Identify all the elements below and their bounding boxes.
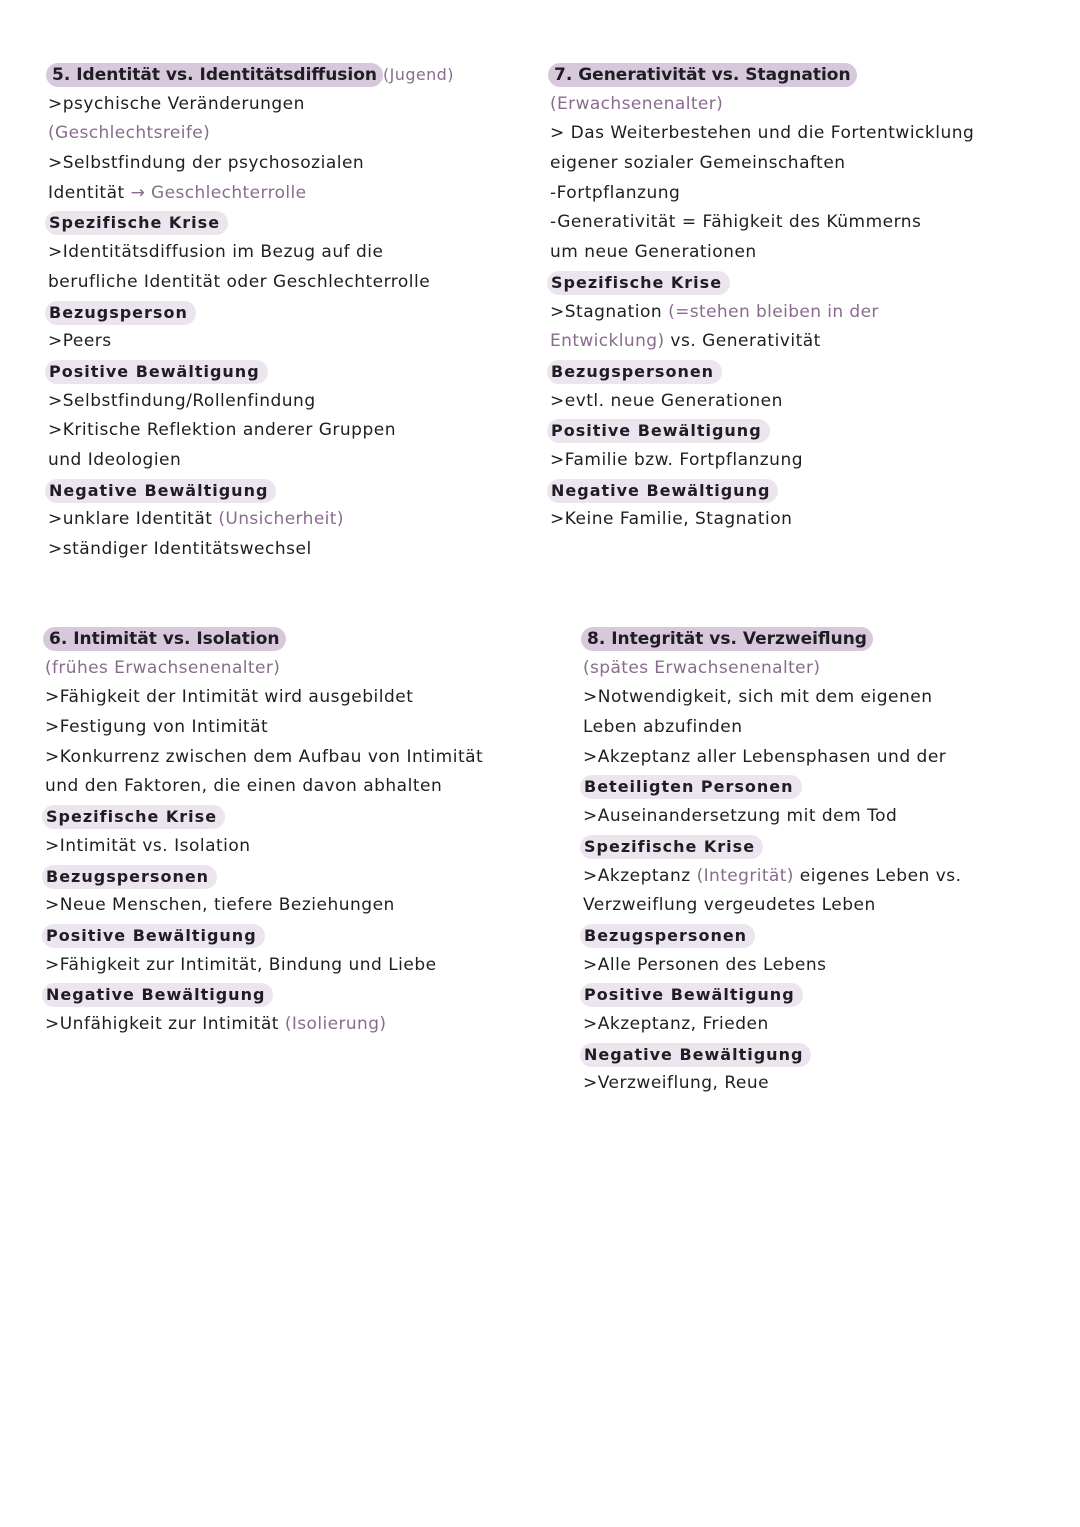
highlight-row bbox=[45, 921, 565, 951]
note-line: Leben abzufinden bbox=[583, 717, 743, 738]
note-line bbox=[550, 298, 1050, 328]
note-line: >Kritische Reflektion anderer Gruppen bbox=[48, 420, 396, 441]
subheading-negative-coping: Negative Bewältigung bbox=[580, 1043, 811, 1067]
note-line: >psychische Veränderungen bbox=[48, 93, 305, 114]
note-line: >Alle Personen des Lebens bbox=[583, 954, 827, 975]
section-heading bbox=[45, 624, 565, 654]
subheading-reference-person: Bezugsperson bbox=[45, 301, 196, 325]
note-line: >Notwendigkeit, sich mit dem eigenen bbox=[583, 687, 933, 708]
note-line: und Ideologien bbox=[48, 449, 182, 470]
highlight-row bbox=[48, 298, 538, 328]
section-heading bbox=[583, 624, 1053, 654]
note-line: >Intimität vs. Isolation bbox=[45, 835, 251, 856]
note-line: (Geschlechtsreife) bbox=[48, 123, 211, 144]
note-line: >Festigung von Intimität bbox=[45, 717, 269, 738]
note-line: >Akzeptanz, Frieden bbox=[583, 1013, 769, 1034]
highlight-row bbox=[45, 862, 565, 892]
highlight-row bbox=[45, 980, 565, 1010]
note-line: >Keine Familie, Stagnation bbox=[550, 509, 793, 530]
age-note: (Erwachsenenalter) bbox=[550, 93, 724, 114]
highlight-row bbox=[48, 357, 538, 387]
section-identity bbox=[48, 60, 538, 565]
highlight-row bbox=[550, 268, 1050, 298]
subheading-negative-coping: Negative Bewältigung bbox=[547, 479, 778, 503]
note-line: >Familie bzw. Fortpflanzung bbox=[550, 449, 804, 470]
subheading-positive-coping: Positive Bewältigung bbox=[42, 924, 265, 948]
annotation: (Isolierung) bbox=[284, 1013, 387, 1034]
section-title: 6. Intimität vs. Isolation bbox=[43, 627, 286, 651]
section-generativity bbox=[550, 60, 1050, 535]
note-line: >Fähigkeit zur Intimität, Bindung und Liebe bbox=[45, 954, 437, 975]
age-note: (Jugend) bbox=[383, 65, 454, 84]
note-line: >evtl. neue Generationen bbox=[550, 390, 783, 411]
subheading-reference-persons: Bezugspersonen bbox=[580, 924, 755, 948]
section-title: 7. Generativität vs. Stagnation bbox=[548, 63, 857, 87]
note-line: >Konkurrenz zwischen dem Aufbau von Intimität bbox=[45, 746, 484, 767]
annotation: Entwicklung) bbox=[550, 331, 665, 352]
subheading-positive-coping: Positive Bewältigung bbox=[45, 360, 268, 384]
note-line bbox=[550, 327, 1050, 357]
highlight-row bbox=[550, 416, 1050, 446]
note-line: >Verzweiflung, Reue bbox=[583, 1073, 770, 1094]
note-line: >Akzeptanz aller Lebensphasen und der bbox=[583, 746, 947, 767]
note-line: >Peers bbox=[48, 331, 112, 352]
note-line bbox=[583, 862, 1053, 892]
note-line: >Selbstfindung der psychosozialen bbox=[48, 153, 365, 174]
line-text: vs. Generativität bbox=[670, 331, 821, 352]
note-line: >Selbstfindung/Rollenfindung bbox=[48, 390, 316, 411]
subheading-reference-persons: Bezugspersonen bbox=[42, 865, 217, 889]
annotation: (Unsicherheit) bbox=[218, 509, 344, 530]
note-line: und den Faktoren, die einen davon abhalten bbox=[45, 776, 443, 797]
section-title: 8. Integrität vs. Verzweiflung bbox=[581, 627, 873, 651]
note-line: berufliche Identität oder Geschlechterrolle bbox=[48, 271, 431, 292]
age-note: (frühes Erwachsenenalter) bbox=[45, 657, 281, 678]
highlighted-line: Beteiligten Personen bbox=[580, 775, 802, 799]
subheading-positive-coping: Positive Bewältigung bbox=[547, 419, 770, 443]
subheading-specific-crisis: Spezifische Krise bbox=[45, 211, 228, 235]
annotation: → Geschlechterrolle bbox=[130, 182, 307, 203]
line-text: Identität bbox=[48, 182, 125, 203]
section-title: 5. Identität vs. Identitätsdiffusion bbox=[46, 63, 383, 87]
line-text: >Akzeptanz bbox=[583, 865, 691, 886]
highlight-row bbox=[583, 980, 1053, 1010]
section-intimacy bbox=[45, 624, 565, 1040]
highlight-row bbox=[550, 357, 1050, 387]
line-text: eigenes Leben vs. bbox=[799, 865, 962, 886]
note-line: um neue Generationen bbox=[550, 242, 757, 263]
section-heading bbox=[48, 60, 538, 90]
highlight-row bbox=[583, 772, 1053, 802]
highlight-row bbox=[45, 802, 565, 832]
section-heading bbox=[550, 60, 1050, 90]
note-line: > Das Weiterbestehen und die Fortentwicklung bbox=[550, 123, 975, 144]
note-line bbox=[48, 179, 538, 209]
highlight-row bbox=[48, 476, 538, 506]
subheading-specific-crisis: Spezifische Krise bbox=[580, 835, 763, 859]
note-line: >Fähigkeit der Intimität wird ausgebildet bbox=[45, 687, 414, 708]
subheading-specific-crisis: Spezifische Krise bbox=[547, 271, 730, 295]
highlight-row bbox=[583, 1040, 1053, 1070]
annotation: (=stehen bleiben in der bbox=[668, 301, 879, 322]
age-note: (spätes Erwachsenenalter) bbox=[583, 657, 821, 678]
note-line bbox=[45, 1010, 565, 1040]
note-line: >Auseinandersetzung mit dem Tod bbox=[583, 806, 898, 827]
note-line: Verzweiflung vergeudetes Leben bbox=[583, 895, 876, 916]
subheading-specific-crisis: Spezifische Krise bbox=[42, 805, 225, 829]
annotation: (Integrität) bbox=[696, 865, 794, 886]
section-integrity bbox=[583, 624, 1053, 1099]
line-text: >Stagnation bbox=[550, 301, 663, 322]
note-line: >Neue Menschen, tiefere Beziehungen bbox=[45, 895, 395, 916]
highlight-row bbox=[583, 921, 1053, 951]
highlight-row bbox=[48, 208, 538, 238]
note-line: >ständiger Identitätswechsel bbox=[48, 539, 312, 559]
subheading-negative-coping: Negative Bewältigung bbox=[45, 479, 276, 503]
subheading-reference-persons: Bezugspersonen bbox=[547, 360, 722, 384]
note-line: eigener sozialer Gemeinschaften bbox=[550, 153, 846, 174]
note-line bbox=[48, 505, 538, 535]
subheading-positive-coping: Positive Bewältigung bbox=[580, 983, 803, 1007]
line-text: >Unfähigkeit zur Intimität bbox=[45, 1013, 279, 1034]
highlight-row bbox=[550, 476, 1050, 506]
highlight-row bbox=[583, 832, 1053, 862]
note-line: -Fortpflanzung bbox=[550, 182, 681, 203]
note-line: >Identitätsdiffusion im Bezug auf die bbox=[48, 242, 384, 263]
note-line: -Generativität = Fähigkeit des Kümmerns bbox=[550, 212, 922, 233]
line-text: >unklare Identität bbox=[48, 509, 213, 530]
subheading-negative-coping: Negative Bewältigung bbox=[42, 983, 273, 1007]
